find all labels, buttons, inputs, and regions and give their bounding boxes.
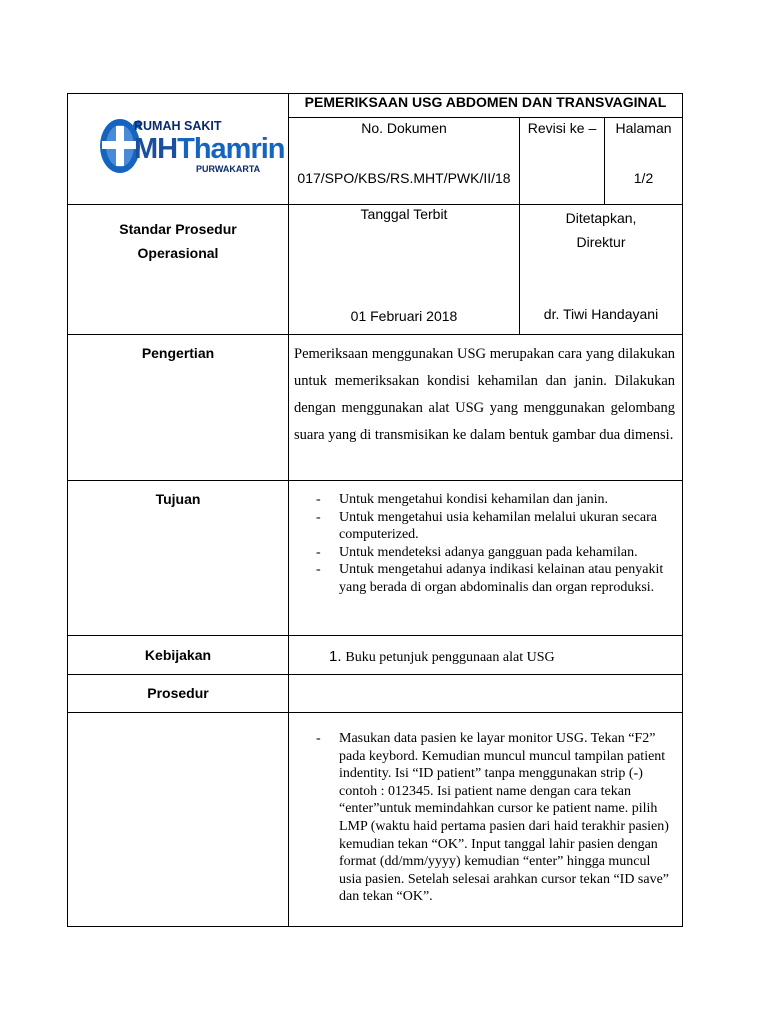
header-title-row (68, 94, 683, 118)
prosedur-list (289, 713, 682, 906)
logo-brand-prefix: MH (134, 133, 178, 165)
prosedur-empty-cell (289, 675, 683, 713)
logo-line1: RUMAH SAKIT (134, 119, 222, 133)
tujuan-label: Tujuan (155, 491, 201, 507)
tanggal-cell (289, 205, 520, 335)
kebijakan-label: Kebijakan (144, 647, 212, 663)
direktur-name: dr. Tiwi Handayani (543, 306, 659, 322)
prosedur-left-cell (68, 713, 289, 927)
logo-brand-name: Thamrin (177, 133, 285, 165)
tujuan-item (289, 561, 682, 596)
tujuan-item-text: Untuk mendeteksi adanya gangguan pada kehamilan. (339, 544, 638, 560)
prosedur-item (289, 730, 682, 906)
tujuan-row (68, 481, 683, 636)
halaman-cell (605, 118, 683, 205)
logo-cell (68, 94, 289, 205)
halaman-label: Halaman (615, 120, 672, 136)
logo-brand (134, 133, 285, 165)
ditetapkan-cell (520, 205, 683, 335)
no-dokumen-cell (289, 118, 520, 205)
prosedur-item-text: Masukan data pasien ke layar monitor USG. Tekan “F2” pada keybord. Kemudian muncul muncul tampilan patient indentity. Isi “ID patient” tanpa menggunakan strip (-) contoh : 012345. Isi patient name dengan cara tekan “enter”untuk memindahkan cursor ke patient name. pilih LMP (waktu haid pertama pasien dari haid terakhir pasien) kemudian tekan “OK”. Input tanggal lahir pasien dengan format (dd/mm/yyyy) kemudian “enter” hingga muncul usia pasien. Setelah selesai arahkan cursor tekan “ID save” dan tekan “OK”. (339, 731, 670, 905)
sop-label-line2: Operasional (137, 245, 219, 261)
tujuan-item-text: Untuk mengetahui usia kehamilan melalui ukuran secara computerized. (339, 509, 658, 543)
kebijakan-item (289, 636, 682, 666)
tujuan-label-cell (68, 481, 289, 636)
prosedur-content-row (68, 713, 683, 927)
revisi-cell (520, 118, 605, 205)
tujuan-content-cell (289, 481, 683, 636)
prosedur-row (68, 675, 683, 713)
halaman-value: 1/2 (633, 170, 654, 186)
no-dokumen-value: 017/SPO/KBS/RS.MHT/PWK/II/18 (297, 170, 511, 186)
prosedur-content-cell (289, 713, 683, 927)
pengertian-row (68, 335, 683, 481)
sop-row (68, 205, 683, 335)
pengertian-content-cell (289, 335, 683, 481)
sop-label-cell (68, 205, 289, 335)
direktur-label: Direktur (576, 234, 626, 250)
hospital-logo (96, 112, 285, 182)
tujuan-item-text: Untuk mengetahui kondisi kehamilan dan janin. (339, 492, 609, 507)
pengertian-text: Pemeriksaan menggunakan USG merupakan cara yang dilakukan untuk memeriksakan kondisi kehamilan dan janin. Dilakukan dengan menggunakan alat USG yang menggunakan gelombang suara yang di transmisikan ke dalam bentuk gambar dua dimensi. (294, 346, 676, 443)
list-dash: - (316, 731, 321, 746)
tanggal-label: Tanggal Terbit (360, 206, 448, 222)
list-dash: - (316, 544, 321, 560)
logo-location: PURWAKARTA (196, 164, 261, 174)
kebijakan-number: 1. (329, 648, 342, 665)
sop-table (67, 93, 683, 927)
tujuan-item (289, 509, 682, 544)
revisi-label: Revisi ke – (527, 120, 597, 136)
kebijakan-row (68, 636, 683, 675)
sop-label (68, 205, 288, 265)
kebijakan-content-cell (289, 636, 683, 675)
list-dash: - (316, 562, 321, 578)
list-dash: - (316, 509, 321, 525)
ditetapkan-label: Ditetapkan, (565, 210, 637, 226)
pengertian-label-cell (68, 335, 289, 481)
pengertian-label: Pengertian (141, 345, 215, 361)
tujuan-item-text: Untuk mengetahui adanya indikasi kelainan atau penyakit yang berada di organ abdominalis dan organ reproduksi. (339, 562, 664, 595)
document-title: PEMERIKSAAN USG ABDOMEN DAN TRANSVAGINAL (289, 94, 683, 118)
sop-label-line1: Standar Prosedur (119, 221, 237, 237)
tujuan-list (289, 481, 682, 597)
tujuan-item (289, 491, 682, 509)
prosedur-label: Prosedur (147, 685, 209, 701)
tanggal-value: 01 Februari 2018 (350, 308, 458, 324)
kebijakan-item-text: Buku petunjuk penggunaan alat USG (345, 650, 555, 665)
tujuan-item (289, 544, 682, 562)
list-dash: - (316, 492, 321, 507)
prosedur-label-cell (68, 675, 289, 713)
no-dokumen-label: No. Dokumen (361, 120, 447, 136)
kebijakan-label-cell (68, 636, 289, 675)
